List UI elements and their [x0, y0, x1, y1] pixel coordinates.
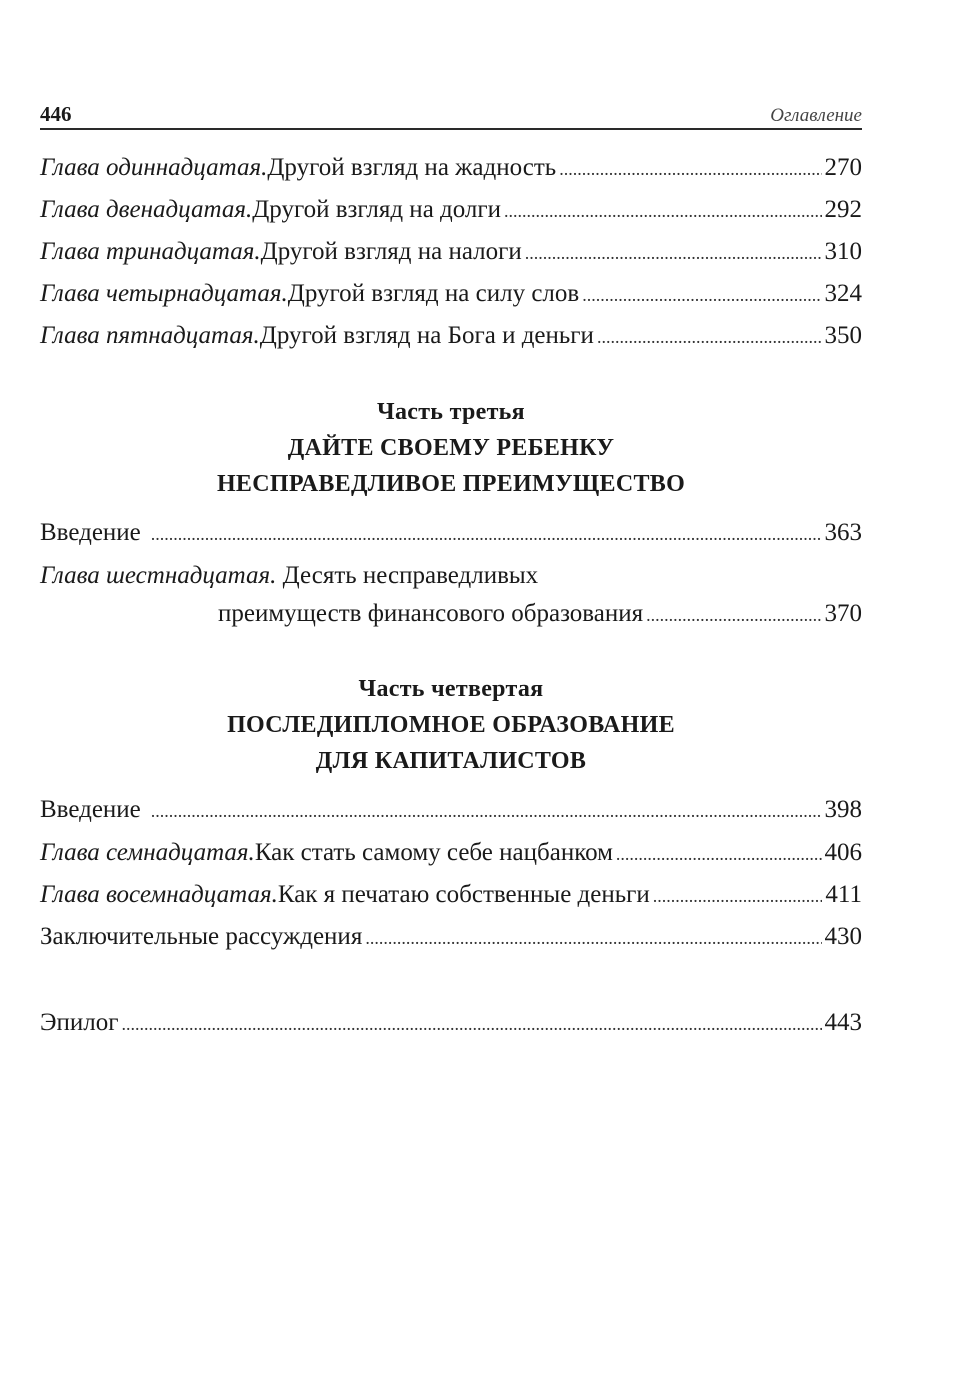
chapter-label: Глава шестнадцатая.	[40, 562, 277, 589]
page-ref: 270	[824, 154, 862, 181]
toc-entry-chapter-17[interactable]	[40, 835, 862, 871]
page-ref: 370	[824, 600, 862, 627]
dot-leader	[365, 919, 821, 956]
chapter-label: Глава пятнадцатая.	[40, 322, 260, 349]
chapter-title: Другой взгляд на налоги	[260, 238, 522, 265]
page-ref: 406	[824, 839, 862, 866]
entry-title: Эпилог	[40, 1009, 119, 1036]
running-title: Оглавление	[770, 105, 862, 126]
toc-entry-chapter-18[interactable]	[40, 877, 862, 913]
dot-leader	[151, 792, 822, 829]
part-four-title-line1: ПОСЛЕДИПЛОМНОЕ ОБРАЗОВАНИЕ	[227, 712, 675, 738]
chapter-label: Глава двенадцатая.	[40, 196, 253, 223]
dot-leader	[582, 276, 821, 313]
page-header	[40, 98, 862, 130]
toc-entry-conclusion[interactable]	[40, 919, 862, 955]
page-ref: 324	[824, 280, 862, 307]
page-ref: 430	[824, 923, 862, 950]
part-four-heading: Часть четвертая	[358, 676, 544, 702]
dot-leader	[122, 1005, 822, 1042]
toc-entry-chapter-14[interactable]	[40, 276, 862, 312]
toc-entry-chapter-16-line1[interactable]	[40, 558, 862, 594]
dot-leader	[559, 150, 821, 187]
dot-leader	[616, 835, 822, 872]
toc-entry-epilogue[interactable]	[40, 1005, 862, 1041]
part-three-title-line1: ДАЙТЕ СВОЕМУ РЕБЕНКУ	[287, 435, 615, 461]
page-ref: 310	[824, 238, 862, 265]
dot-leader	[653, 877, 823, 914]
entry-title: Введение	[40, 519, 141, 546]
toc-entry-chapter-11[interactable]	[40, 150, 862, 186]
chapter-title-line2: преимуществ финансового образования	[218, 600, 644, 627]
chapter-title: Другой взгляд на жадность	[267, 154, 557, 181]
entry-title: Заключительные рассуждения	[40, 923, 363, 950]
dot-leader	[646, 596, 821, 633]
page-ref: 443	[824, 1009, 862, 1036]
chapter-title: Как стать самому себе нацбанком	[254, 839, 613, 866]
part-three-title-line2: НЕСПРАВЕДЛИВОЕ ПРЕИМУЩЕСТВО	[216, 471, 686, 497]
chapter-title: Другой взгляд на силу слов	[287, 280, 580, 307]
chapter-label: Глава четырнадцатая.	[40, 280, 288, 307]
toc-entry-part-four-intro[interactable]	[40, 792, 862, 828]
dot-leader	[151, 515, 822, 552]
page-ref: 363	[824, 519, 862, 546]
page-ref: 292	[824, 196, 862, 223]
part-three-heading: Часть третья	[377, 399, 525, 425]
dot-leader	[504, 192, 821, 229]
entry-title: Введение	[40, 796, 141, 823]
chapter-label: Глава одиннадцатая.	[40, 154, 268, 181]
toc-entry-chapter-15[interactable]	[40, 318, 862, 354]
dot-leader	[525, 234, 822, 271]
chapter-label: Глава семнадцатая.	[40, 839, 255, 866]
toc-entry-chapter-13[interactable]	[40, 234, 862, 270]
toc-entry-chapter-16-line2[interactable]	[218, 596, 862, 632]
chapter-title-line1: Десять несправедливых	[276, 562, 539, 589]
part-four-title-line2: ДЛЯ КАПИТАЛИСТОВ	[315, 748, 587, 774]
chapter-title: Другой взгляд на долги	[252, 196, 502, 223]
page-ref: 398	[824, 796, 862, 823]
toc-entry-chapter-12[interactable]	[40, 192, 862, 228]
page-number: 446	[40, 102, 72, 126]
dot-leader	[597, 318, 822, 355]
chapter-title: Другой взгляд на Бога и деньги	[259, 322, 594, 349]
chapter-title: Как я печатаю собственные деньги	[277, 881, 650, 908]
page-ref: 350	[824, 322, 862, 349]
toc-entry-part-three-intro[interactable]	[40, 515, 862, 551]
chapter-label: Глава восемнадцатая.	[40, 881, 278, 908]
chapter-label: Глава тринадцатая.	[40, 238, 261, 265]
page-ref: 411	[825, 881, 862, 908]
